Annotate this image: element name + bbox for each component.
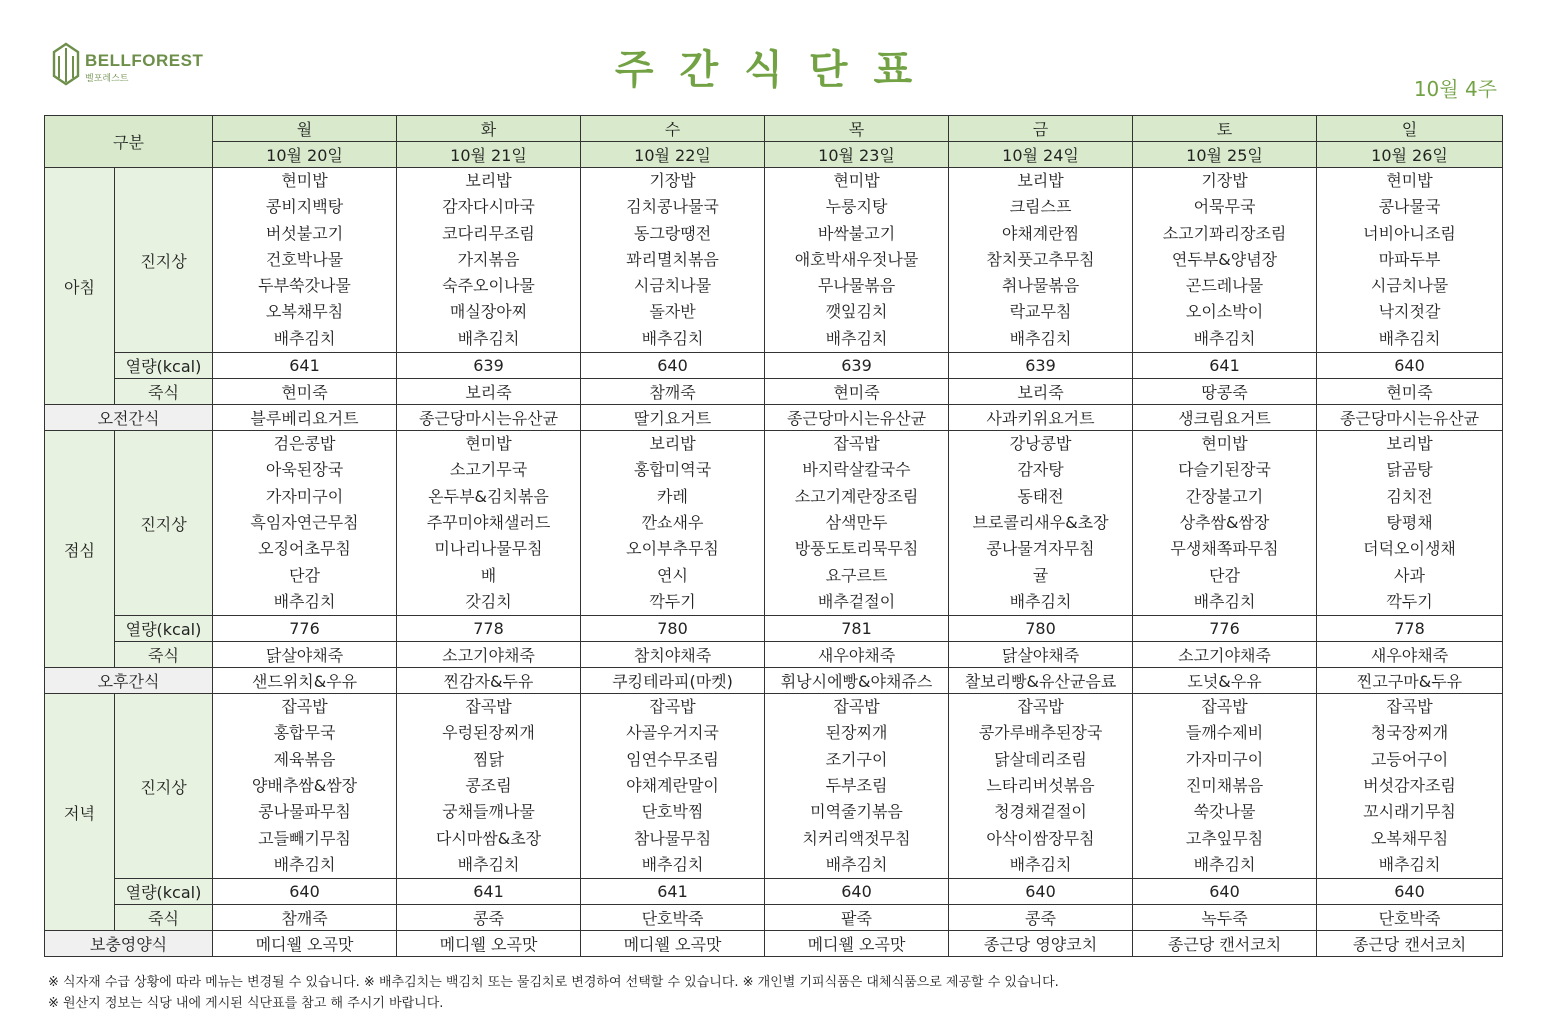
menu-item: 삼색만두 — [825, 512, 888, 532]
kcal-value: 780 — [949, 616, 1133, 642]
kcal-value: 641 — [581, 879, 765, 905]
menu-item: 궁채들깨나물 — [442, 802, 535, 822]
menu-cell — [397, 694, 581, 879]
snack-item: 종근당마시는유산균 — [397, 405, 581, 431]
porridge-item: 단호박죽 — [581, 905, 765, 931]
menu-item: 느타리버섯볶음 — [986, 776, 1095, 796]
menu-item: 무생채쪽파무침 — [1170, 539, 1279, 559]
menu-cell — [581, 694, 765, 879]
menu-item: 두부조림 — [825, 776, 888, 796]
dinner-label: 저녁 — [45, 694, 115, 931]
porridge-item: 새우야채죽 — [1317, 642, 1503, 668]
menu-item: 카레 — [657, 486, 688, 506]
menu-item: 연두부&양념장 — [1171, 249, 1278, 269]
snack-item: 사과키위요거트 — [949, 405, 1133, 431]
menu-item: 더덕오이생채 — [1363, 539, 1456, 559]
table-row — [45, 379, 1503, 405]
menu-item: 참치풋고추무침 — [986, 249, 1095, 269]
porridge-label: 죽식 — [115, 642, 213, 668]
menu-item: 오복채무침 — [265, 302, 344, 322]
menu-item: 잡곡밥 — [281, 697, 328, 717]
menu-item: 배추겉절이 — [817, 591, 896, 611]
supplement-label: 보충영양식 — [45, 931, 213, 957]
menu-item: 들깨수제비 — [1185, 723, 1264, 743]
porridge-item: 땅콩죽 — [1133, 379, 1317, 405]
menu-item: 고등어구이 — [1370, 749, 1449, 769]
kcal-value: 641 — [213, 353, 397, 379]
menu-item: 락교무침 — [1009, 302, 1072, 322]
porridge-item: 참깨죽 — [213, 905, 397, 931]
menu-item: 콩나물파무침 — [258, 802, 351, 822]
date-header: 10월 23일 — [765, 142, 949, 168]
kcal-value: 639 — [765, 353, 949, 379]
menu-item: 동태전 — [1017, 486, 1064, 506]
menu-item: 야채계란찜 — [1001, 223, 1080, 243]
snack-item: 메디웰 오곡맛 — [213, 931, 397, 957]
menu-item: 잡곡밥 — [1201, 697, 1248, 717]
menu-cell — [581, 431, 765, 616]
porridge-item: 팥죽 — [765, 905, 949, 931]
menu-item: 두부쑥갓나물 — [258, 276, 351, 296]
menu-item: 바싹불고기 — [817, 223, 896, 243]
table-row — [45, 879, 1503, 905]
menu-item: 건호박나물 — [265, 249, 344, 269]
menu-item: 크림스프 — [1009, 197, 1072, 217]
menu-item: 배추김치 — [457, 328, 520, 348]
menu-item: 방풍도토리묵무침 — [794, 539, 919, 559]
kcal-label: 열량(kcal) — [115, 879, 213, 905]
menu-item: 참나물무침 — [633, 828, 712, 848]
menu-item: 고추잎무침 — [1185, 828, 1264, 848]
menu-item: 치커리액젓무침 — [802, 828, 911, 848]
table-row — [45, 642, 1503, 668]
table-row — [45, 905, 1503, 931]
menu-item: 누룽지탕 — [825, 197, 888, 217]
day-header: 화 — [397, 116, 581, 142]
menu-item: 배추김치 — [1378, 328, 1441, 348]
menu-item: 귤 — [1032, 565, 1049, 585]
kcal-value: 641 — [1133, 353, 1317, 379]
kcal-value: 640 — [1133, 879, 1317, 905]
menu-cell — [213, 694, 397, 879]
menu-cell — [765, 694, 949, 879]
menu-item: 현미밥 — [833, 171, 880, 190]
snack-item: 종근당 캔서코치 — [1317, 931, 1503, 957]
menu-item: 현미밥 — [1386, 171, 1433, 190]
menu-item: 요구르트 — [825, 565, 888, 585]
main-meal-label: 진지상 — [115, 694, 213, 879]
menu-item: 임연수무조림 — [626, 749, 719, 769]
kcal-value: 639 — [949, 353, 1133, 379]
menu-item: 깍두기 — [649, 591, 696, 611]
menu-item: 오이소박이 — [1185, 302, 1264, 322]
menu-cell — [765, 431, 949, 616]
menu-item: 닭살데리조림 — [994, 749, 1087, 769]
menu-item: 소고기꽈리장조림 — [1162, 223, 1287, 243]
menu-cell — [1317, 694, 1503, 879]
menu-item: 보리밥 — [1386, 434, 1433, 454]
menu-item: 보리밥 — [649, 434, 696, 454]
snack-item: 찐감자&두유 — [397, 668, 581, 694]
menu-item: 오복채무침 — [1370, 828, 1449, 848]
menu-cell — [1133, 168, 1317, 353]
menu-item: 홍합미역국 — [633, 460, 712, 480]
menu-item: 잡곡밥 — [833, 434, 880, 454]
menu-item: 배추김치 — [273, 328, 336, 348]
page-title: 주간식단표 — [614, 47, 939, 93]
menu-item: 검은콩밥 — [273, 434, 336, 454]
menu-item: 다시마쌈&초장 — [435, 828, 542, 848]
menu-item: 배추김치 — [1378, 854, 1441, 874]
menu-item: 다슬기된장국 — [1178, 460, 1271, 480]
menu-item: 김치콩나물국 — [626, 197, 719, 217]
kcal-label: 열량(kcal) — [115, 353, 213, 379]
afternoon_snack-label: 오후간식 — [45, 668, 213, 694]
main-meal-label: 진지상 — [115, 431, 213, 616]
menu-item: 우렁된장찌개 — [442, 723, 535, 743]
menu-cell — [949, 694, 1133, 879]
weekly-menu-table — [44, 115, 1503, 957]
menu-item: 미나리나물무침 — [434, 539, 543, 559]
menu-item: 홍합무국 — [273, 723, 336, 743]
menu-item: 배추김치 — [1009, 591, 1072, 611]
kcal-value: 640 — [581, 353, 765, 379]
menu-item: 제육볶음 — [273, 749, 336, 769]
kcal-value: 641 — [397, 879, 581, 905]
menu-item: 콩비지백탕 — [265, 197, 344, 217]
menu-cell — [397, 431, 581, 616]
table-row — [45, 142, 1503, 168]
menu-item: 애호박새우젓나물 — [794, 249, 919, 269]
menu-item: 어묵무국 — [1193, 197, 1256, 217]
kcal-value: 640 — [1317, 879, 1503, 905]
kcal-value: 640 — [949, 879, 1133, 905]
kcal-value: 640 — [213, 879, 397, 905]
menu-item: 미역줄기볶음 — [810, 802, 903, 822]
menu-item: 기장밥 — [649, 171, 696, 190]
table-row — [45, 405, 1503, 431]
menu-item: 꼬시래기무침 — [1363, 802, 1456, 822]
kcal-value: 778 — [397, 616, 581, 642]
menu-item: 단감 — [1209, 565, 1240, 585]
menu-item: 소고기무국 — [449, 460, 528, 480]
porridge-item: 현미죽 — [765, 379, 949, 405]
menu-item: 상추쌈&쌈장 — [1179, 512, 1270, 532]
lunch-label: 점심 — [45, 431, 115, 668]
menu-item: 돌자반 — [649, 302, 696, 322]
menu-item: 현미밥 — [281, 171, 328, 190]
menu-item: 조기구이 — [825, 749, 888, 769]
menu-item: 청국장찌개 — [1370, 723, 1449, 743]
menu-item: 닭곰탕 — [1386, 460, 1433, 480]
table-row — [45, 353, 1503, 379]
snack-item: 휘낭시에빵&야채쥬스 — [765, 668, 949, 694]
table-row — [45, 168, 1503, 353]
snack-item: 쿠킹테라피(마켓) — [581, 668, 765, 694]
menu-item: 배추김치 — [825, 328, 888, 348]
kcal-value: 640 — [765, 879, 949, 905]
menu-cell — [1133, 694, 1317, 879]
snack-item: 메디웰 오곡맛 — [765, 931, 949, 957]
menu-item: 가자미구이 — [265, 486, 344, 506]
porridge-item: 참깨죽 — [581, 379, 765, 405]
kcal-value: 640 — [1317, 353, 1503, 379]
day-header: 월 — [213, 116, 397, 142]
menu-item: 깻잎김치 — [825, 302, 888, 322]
kcal-value: 776 — [1133, 616, 1317, 642]
menu-item: 기장밥 — [1201, 171, 1248, 190]
menu-item: 곤드레나물 — [1185, 276, 1264, 296]
brand-name: BELLFOREST — [85, 51, 204, 70]
week-label: 10월 4주 — [1413, 77, 1497, 101]
menu-item: 무나물볶음 — [817, 276, 896, 296]
kcal-value: 780 — [581, 616, 765, 642]
morning_snack-label: 오전간식 — [45, 405, 213, 431]
date-header: 10월 26일 — [1317, 142, 1503, 168]
menu-item: 배추김치 — [1193, 328, 1256, 348]
menu-item: 깍두기 — [1386, 591, 1433, 611]
porridge-item: 현미죽 — [1317, 379, 1503, 405]
menu-item: 배추김치 — [1193, 591, 1256, 611]
porridge-label: 죽식 — [115, 379, 213, 405]
snack-item: 블루베리요거트 — [213, 405, 397, 431]
menu-item: 배추김치 — [273, 591, 336, 611]
menu-item: 배추김치 — [457, 854, 520, 874]
snack-item: 찐고구마&두유 — [1317, 668, 1503, 694]
menu-item: 배추김치 — [1193, 854, 1256, 874]
menu-item: 흑임자연근무침 — [250, 512, 359, 532]
porridge-item: 보리죽 — [397, 379, 581, 405]
menu-item: 잡곡밥 — [649, 697, 696, 717]
menu-item: 오이부추무침 — [626, 539, 719, 559]
menu-cell — [1133, 431, 1317, 616]
menu-item: 콩나물겨자무침 — [986, 539, 1095, 559]
menu-item: 오징어초무침 — [258, 539, 351, 559]
menu-item: 보리밥 — [465, 171, 512, 190]
menu-item: 감자탕 — [1017, 460, 1064, 480]
kcal-value: 639 — [397, 353, 581, 379]
day-header: 금 — [949, 116, 1133, 142]
menu-item: 진미채볶음 — [1185, 776, 1264, 796]
menu-cell — [1317, 431, 1503, 616]
menu-cell — [213, 168, 397, 353]
menu-item: 양배추쌈&쌈장 — [251, 776, 358, 796]
menu-item: 코다리무조림 — [442, 223, 535, 243]
snack-item: 종근당 영양코치 — [949, 931, 1133, 957]
kcal-value: 776 — [213, 616, 397, 642]
breakfast-label: 아침 — [45, 168, 115, 405]
snack-item: 찰보리빵&유산균음료 — [949, 668, 1133, 694]
porridge-item: 참치야채죽 — [581, 642, 765, 668]
menu-item: 야채계란말이 — [626, 776, 719, 796]
menu-item: 소고기계란장조림 — [794, 486, 919, 506]
menu-item: 고들빼기무침 — [258, 828, 351, 848]
menu-item: 찜닭 — [473, 749, 504, 769]
footer-notes — [48, 972, 1059, 1014]
menu-item: 배추김치 — [1009, 854, 1072, 874]
menu-item: 탕평채 — [1386, 512, 1433, 532]
day-header: 토 — [1133, 116, 1317, 142]
menu-cell — [397, 168, 581, 353]
menu-item: 배추김치 — [1009, 328, 1072, 348]
menu-item: 가지볶음 — [457, 249, 520, 269]
porridge-item: 소고기야채죽 — [397, 642, 581, 668]
date-header: 10월 20일 — [213, 142, 397, 168]
menu-item: 현미밥 — [465, 434, 512, 454]
menu-item: 단호박찜 — [641, 802, 704, 822]
menu-item: 강낭콩밥 — [1009, 434, 1072, 454]
table-row — [45, 694, 1503, 879]
porridge-item: 새우야채죽 — [765, 642, 949, 668]
menu-item: 쑥갓나물 — [1193, 802, 1256, 822]
porridge-item: 닭살야채죽 — [949, 642, 1133, 668]
menu-item: 너비아니조림 — [1363, 223, 1456, 243]
menu-item: 온두부&김치볶음 — [428, 486, 549, 506]
menu-item: 콩조림 — [465, 776, 512, 796]
brand-subname: 벨포레스트 — [85, 74, 129, 84]
note-line: ※ 식자재 수급 상황에 따라 메뉴는 변경될 수 있습니다. ※ 배추김치는 백김치 또는 물김치로 변경하여 선택할 수 있습니다. ※ 개인별 기피식품은 대체식품으로 제공할 수 있습니다. — [48, 975, 1059, 990]
menu-item: 된장찌개 — [825, 723, 888, 743]
snack-item: 종근당마시는유산균 — [765, 405, 949, 431]
menu-cell — [1317, 168, 1503, 353]
porridge-item: 닭살야채죽 — [213, 642, 397, 668]
menu-item: 꽈리멸치볶음 — [626, 249, 719, 269]
menu-item: 배추김치 — [641, 854, 704, 874]
kcal-value: 781 — [765, 616, 949, 642]
snack-item: 도넛&우유 — [1133, 668, 1317, 694]
porridge-label: 죽식 — [115, 905, 213, 931]
menu-item: 단감 — [289, 565, 320, 585]
menu-item: 시금치나물 — [633, 276, 712, 296]
menu-item: 잡곡밥 — [833, 697, 880, 717]
porridge-item: 보리죽 — [949, 379, 1133, 405]
table-row — [45, 668, 1503, 694]
menu-item: 브로콜리새우&초장 — [972, 512, 1109, 532]
menu-item: 사골우거지국 — [626, 723, 719, 743]
menu-item: 버섯감자조림 — [1363, 776, 1456, 796]
kcal-value: 778 — [1317, 616, 1503, 642]
snack-item: 생크림요거트 — [1133, 405, 1317, 431]
menu-item: 아삭이쌈장무침 — [986, 828, 1095, 848]
menu-item: 취나물볶음 — [1001, 276, 1080, 296]
menu-cell — [765, 168, 949, 353]
menu-item: 배추김치 — [825, 854, 888, 874]
menu-item: 주꾸미야채샐러드 — [426, 512, 551, 532]
day-header: 목 — [765, 116, 949, 142]
menu-item: 잡곡밥 — [465, 697, 512, 717]
menu-item: 마파두부 — [1378, 249, 1441, 269]
porridge-item: 현미죽 — [213, 379, 397, 405]
menu-item: 청경채겉절이 — [994, 802, 1087, 822]
menu-item: 매실장아찌 — [449, 302, 528, 322]
menu-item: 아욱된장국 — [265, 460, 344, 480]
table-row — [45, 116, 1503, 142]
snack-item: 메디웰 오곡맛 — [581, 931, 765, 957]
table-row — [45, 616, 1503, 642]
menu-item: 배추김치 — [641, 328, 704, 348]
porridge-item: 단호박죽 — [1317, 905, 1503, 931]
menu-item: 감자다시마국 — [442, 197, 535, 217]
menu-item: 배추김치 — [273, 854, 336, 874]
menu-item: 배 — [480, 565, 497, 585]
menu-item: 사과 — [1394, 565, 1425, 585]
day-header: 수 — [581, 116, 765, 142]
table-row — [45, 931, 1503, 957]
menu-item: 바지락살칼국수 — [802, 460, 911, 480]
snack-item: 종근당 캔서코치 — [1133, 931, 1317, 957]
menu-item: 깐쇼새우 — [641, 512, 704, 532]
date-header: 10월 22일 — [581, 142, 765, 168]
corner-label: 구분 — [45, 116, 213, 168]
menu-item: 동그랑땡전 — [633, 223, 712, 243]
menu-item: 시금치나물 — [1370, 276, 1449, 296]
menu-item: 콩나물국 — [1378, 197, 1441, 217]
note-line: ※ 원산지 정보는 식당 내에 게시된 식단표를 참고 해 주시기 바랍니다. — [48, 996, 444, 1011]
menu-item: 갓김치 — [465, 591, 512, 611]
snack-item: 딸기요거트 — [581, 405, 765, 431]
table-row — [45, 431, 1503, 616]
porridge-item: 콩죽 — [397, 905, 581, 931]
snack-item: 종근당마시는유산균 — [1317, 405, 1503, 431]
porridge-item: 소고기야채죽 — [1133, 642, 1317, 668]
menu-item: 잡곡밥 — [1017, 697, 1064, 717]
menu-item: 연시 — [657, 565, 688, 585]
day-header: 일 — [1317, 116, 1503, 142]
porridge-item: 녹두죽 — [1133, 905, 1317, 931]
menu-cell — [949, 431, 1133, 616]
menu-item: 잡곡밥 — [1386, 697, 1433, 717]
snack-item: 메디웰 오곡맛 — [397, 931, 581, 957]
menu-item: 현미밥 — [1201, 434, 1248, 454]
menu-item: 보리밥 — [1017, 171, 1064, 190]
kcal-label: 열량(kcal) — [115, 616, 213, 642]
menu-item: 가자미구이 — [1185, 749, 1264, 769]
main-meal-label: 진지상 — [115, 168, 213, 353]
porridge-item: 콩죽 — [949, 905, 1133, 931]
menu-cell — [213, 431, 397, 616]
menu-item: 콩가루배추된장국 — [978, 723, 1103, 743]
menu-cell — [581, 168, 765, 353]
date-header: 10월 21일 — [397, 142, 581, 168]
menu-item: 간장불고기 — [1185, 486, 1264, 506]
menu-item: 버섯불고기 — [265, 223, 344, 243]
menu-item: 낙지젓갈 — [1378, 302, 1441, 322]
date-header: 10월 24일 — [949, 142, 1133, 168]
snack-item: 샌드위치&우유 — [213, 668, 397, 694]
menu-cell — [949, 168, 1133, 353]
menu-item: 김치전 — [1386, 486, 1433, 506]
date-header: 10월 25일 — [1133, 142, 1317, 168]
menu-item: 숙주오이나물 — [442, 276, 535, 296]
